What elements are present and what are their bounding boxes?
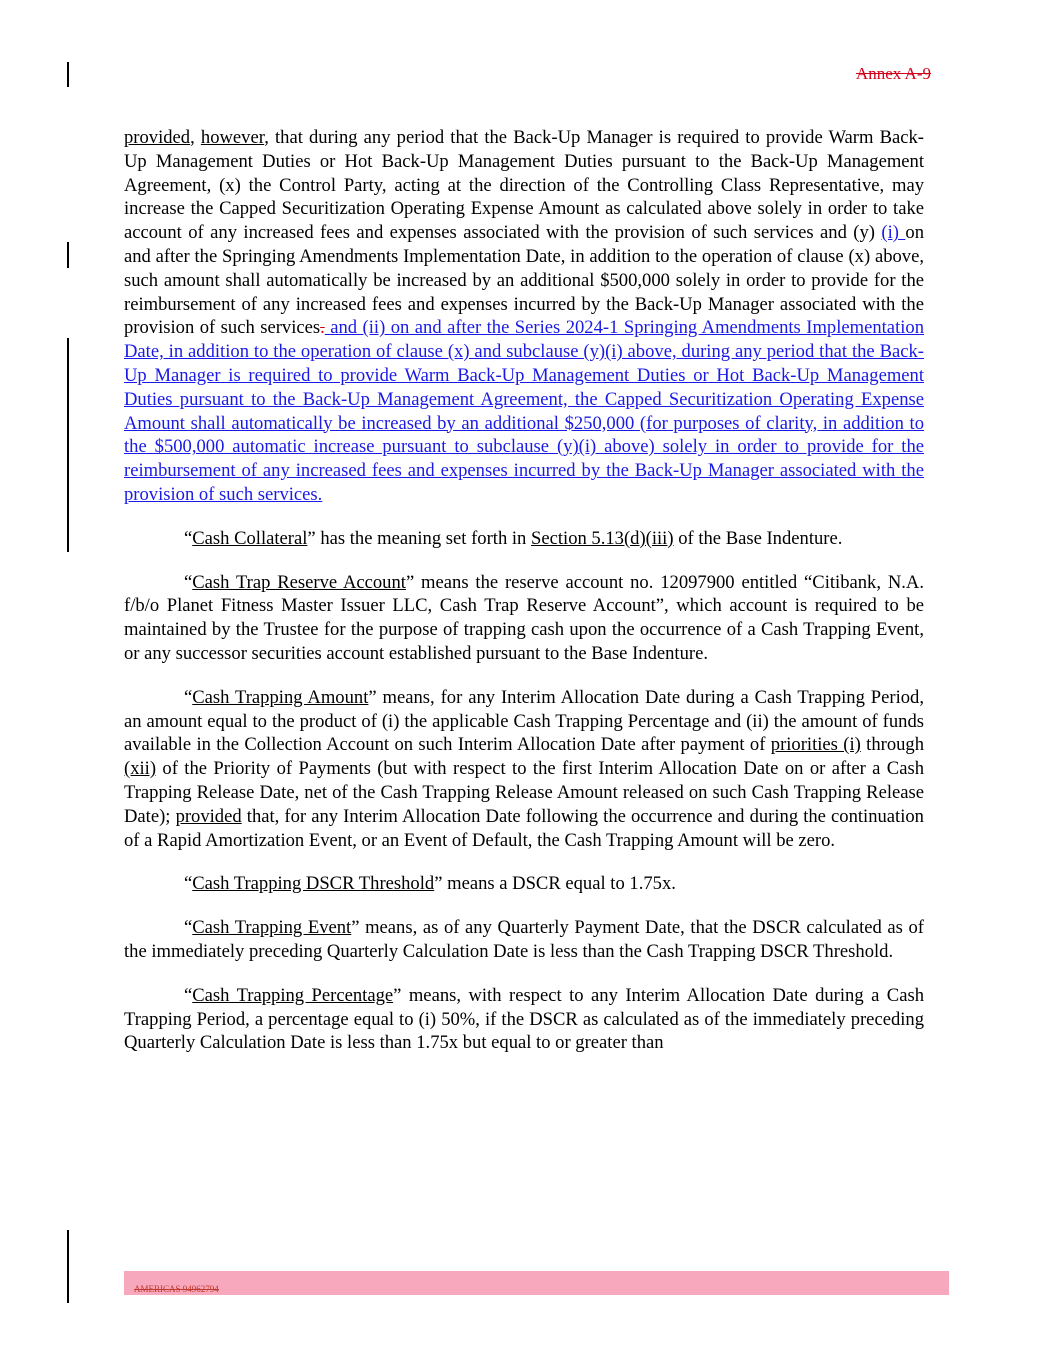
cross-reference: Section 5.13(d)(iii) (531, 527, 674, 549)
proviso-paragraph: provided, however, that during any period that the Back-Up Manager is required to provide Warm Back-Up Management Duties or Hot Back-Up Management Duties pursuant to the Back-Up Management Agreement, (x) the Control Party, acting at the direction of the Controlling Class Representative, may increase the Capped Securitization Operating Expense Amount as calculated above solely in order to take account of any increased fees and expenses associated with the provision of such services and (y) (i) on and after the Springing Amendments Implementation Date, in addition to the operation of clause (x) above, such amount shall automatically be increased by an additional $500,000 solely in order to provide for the reimbursement of any increased fees and expenses incurred by the Back-Up Manager associated with the provision of such services. and (ii) on and after the Series 2024-1 Springing Amendments Implementation Date, in addition to the operation of clause (x) and subclause (y)(i) above, during any period that the Back-Up Manager is required to provide Warm Back-Up Management Duties or Hot Back-Up Management Duties pursuant to the Back-Up Management Agreement, the Capped Securitization Operating Expense Amount shall automatically be increased by an additional $250,000 (for purposes of clarity, in addition to the $500,000 automatic increase pursuant to subclause (y)(i) above) solely in order to provide for the reimbursement of any increased fees and expenses incurred by the Back-Up Manager associated with the provision of such services. (124, 127, 925, 505)
deleted-text: . (320, 317, 325, 339)
change-bar (67, 242, 69, 268)
annex-reference: Annex A-9 (855, 64, 931, 83)
defined-term: Cash Trapping Amount (192, 686, 369, 708)
definition-cash-trapping-amount: “Cash Trapping Amount” means, for any Interim Allocation Date during a Cash Trapping Period, an amount equal to the product of (i) the applicable Cash Trapping Percentage and (ii) the amount of funds available in the Collection Account on such Interim Allocation Date after payment of priorities (i) through (xii) of the Priority of Payments (but with respect to the first Interim Allocation Date on or after a Cash Trapping Release Date, net of the Cash Trapping Release Amount released on such Cash Trapping Release Date); provided that, for any Interim Allocation Date following the occurrence and during the continuation of a Rapid Amortization Event, or an Event of Default, the Cash Trapping Amount will be zero. (124, 686, 925, 851)
cross-reference: (xii) (124, 758, 157, 780)
defined-term: Cash Trap Reserve Account (192, 571, 406, 593)
definition-cash-trapping-percentage: “Cash Trapping Percentage” means, with respect to any Interim Allocation Date during a Cash Trapping Period, a percentage equal to (i) 50%, if the DSCR as calculated as of the immediately preceding Quarterly Calculation Date is less than 1.75x but equal to or greater than (124, 984, 924, 1054)
footer-band (124, 1271, 949, 1295)
inserted-text: (i) (881, 222, 906, 244)
inserted-text: and (ii) on and after the Series 2024-1 Springing Amendments Implementation Date, in addition to the operation of clause (x) and subclause (y)(i) above, during any period that the Back-Up Manager is required to provide Warm Back-Up Management Duties or Hot Back-Up Management Duties pursuant to the Back-Up Management Agreement, the Capped Securitization Operating Expense Amount shall automatically be increased by an additional $250,000 (for purposes of clarity, in addition to the $500,000 automatic increase pursuant to subclause (y)(i) above) solely in order to provide for the reimbursement of any increased fees and expenses incurred by the Back-Up Manager associated with the provision of such services. (124, 317, 924, 505)
defined-term: however (200, 127, 265, 148)
change-bar (67, 338, 69, 552)
document-id: AMERICAS 94962794 (134, 1284, 219, 1294)
cross-reference: priorities (i) (770, 734, 861, 756)
definition-cash-trapping-dscr-threshold: “Cash Trapping DSCR Threshold” means a DSCR equal to 1.75x. (184, 873, 676, 895)
definition-cash-trap-reserve-account: “Cash Trap Reserve Account” means the reserve account no. 12097900 entitled “Citibank, N.A. f/b/o Planet Fitness Master Issuer LLC, Cash Trap Reserve Account”, which account is required to be maintained by the Trustee for the purpose of trapping cash upon the occurrence of a Cash Trapping Event, or any successor securities account established pursuant to the Base Indenture. (124, 571, 924, 664)
change-bar (67, 1230, 69, 1303)
document-body (124, 126, 924, 1075)
defined-term: Cash Trapping Event (192, 917, 352, 939)
defined-term: provided (175, 805, 242, 827)
defined-term: Cash Trapping DSCR Threshold (192, 873, 435, 895)
definition-cash-trapping-event: “Cash Trapping Event” means, as of any Quarterly Payment Date, that the DSCR calculated as of the immediately preceding Quarterly Calculation Date is less than the Cash Trapping DSCR Threshold. (124, 917, 924, 962)
defined-term: provided (124, 127, 191, 148)
change-bar (67, 62, 69, 87)
definition-cash-collateral: “Cash Collateral” has the meaning set forth in Section 5.13(d)(iii) of the Base Indenture. (184, 527, 843, 549)
defined-term: Cash Collateral (192, 527, 308, 549)
defined-term: Cash Trapping Percentage (192, 984, 394, 1006)
